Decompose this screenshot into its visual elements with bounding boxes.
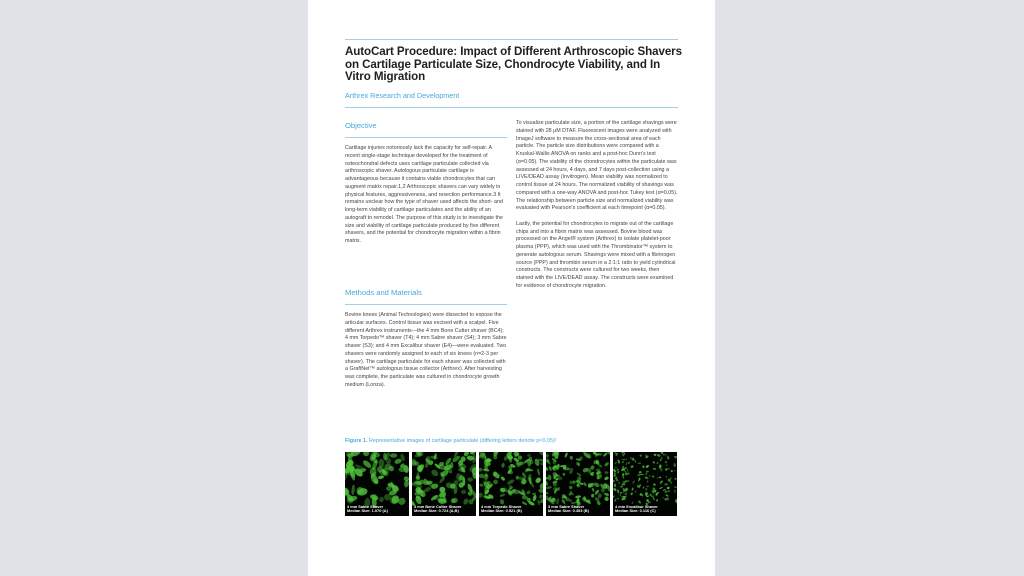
cell-particle <box>540 461 543 466</box>
paper-title: AutoCart Procedure: Impact of Different Arthroscopic Shavers on Cartilage Particulate Size, Chondrocyte Viability, and In Vitro Migration <box>345 45 682 84</box>
methods-text <box>345 312 507 397</box>
cell-particle <box>571 480 576 485</box>
cell-particle <box>627 469 629 472</box>
panel-median-size: Median Size: 0.453 (B) <box>548 508 589 514</box>
objective-text <box>345 145 507 254</box>
cell-particle <box>591 488 594 492</box>
cell-particle <box>613 495 615 499</box>
cell-particle <box>646 473 647 475</box>
cell-particle <box>521 501 527 506</box>
figure-caption-text: Representative images of cartilage particulate (differing letters denote p<0.05)² <box>367 438 557 444</box>
cell-particle <box>665 453 667 456</box>
cell-particle <box>593 482 600 488</box>
cell-particle <box>625 462 627 465</box>
cell-particle <box>492 479 499 486</box>
panel-label <box>414 505 462 514</box>
objective-rule <box>345 137 507 138</box>
cell-particle <box>538 493 543 499</box>
cell-particle <box>546 453 550 458</box>
cell-particle <box>652 475 655 478</box>
panel-label <box>347 505 388 514</box>
cell-particle <box>656 454 660 458</box>
cell-particle <box>507 470 513 475</box>
cell-particle <box>642 486 644 489</box>
cell-particle <box>467 477 473 482</box>
methods-rule <box>345 304 507 305</box>
cell-particle <box>630 465 634 468</box>
micrograph-panel <box>412 452 476 516</box>
cell-particle <box>616 469 619 472</box>
cell-particle <box>461 490 467 495</box>
cell-particle <box>415 475 421 481</box>
right-paragraph-1: To visualize particulate size, a portion of the cartilage shavings were stained with 28 μM DTAF. Fluorescent images were analyzed with ImageJ software to measure the cross-sectional area of each particle. The particle size distributions were compared with a Kruskal-Wallis ANOVA on ranks and a post-hoc Dunn's test (α=0.05). The viability of the chondrocytes within the particulate was assessed at 24 hours, 4 days, and 7 days post-collection using a LIVE/DEAD assay (Invitrogen). Mean viability was normalized to control tissue at 24 hours. The normalized viability of shavings was compared with a one-way ANOVA and post-hoc Tukey test (α=0.05). The relationship between particle size and normalized viability was evaluated with Pearson's coefficient at each timepoint (α=0.05). <box>516 120 678 212</box>
cell-particle <box>613 468 616 473</box>
cell-particle <box>499 493 505 497</box>
top-rule <box>345 39 678 40</box>
cell-particle <box>536 468 540 476</box>
cell-particle <box>614 498 617 502</box>
cell-particle <box>501 463 505 469</box>
cell-particle <box>575 495 581 499</box>
cell-particle <box>673 486 677 489</box>
cell-particle <box>568 485 573 490</box>
cell-particle <box>634 490 636 492</box>
right-column-text <box>516 120 678 298</box>
cell-particle <box>604 496 609 501</box>
cell-particle <box>646 470 650 473</box>
cell-particle <box>622 483 626 485</box>
cell-particle <box>591 494 594 498</box>
cell-particle <box>663 497 664 499</box>
panel-median-size: Median Size: 0.724 (A,B) <box>414 508 459 514</box>
cell-particle <box>665 464 668 466</box>
cell-particle <box>515 476 519 480</box>
cell-particle <box>438 499 446 502</box>
cell-particle <box>622 475 624 479</box>
cell-particle <box>618 482 620 484</box>
cell-particle <box>639 454 642 457</box>
figure-caption <box>345 438 685 444</box>
cell-particle <box>604 476 609 481</box>
cell-particle <box>660 452 663 454</box>
cell-particle <box>390 453 398 457</box>
cell-particle <box>620 485 623 487</box>
cell-particle <box>667 468 670 470</box>
cell-particle <box>639 471 642 473</box>
figure-label: Figure 1. <box>345 438 368 444</box>
cell-particle <box>598 493 602 498</box>
cell-particle <box>479 483 484 487</box>
panel-label <box>615 505 658 514</box>
cell-particle <box>638 462 641 464</box>
cell-particle <box>624 492 627 495</box>
cell-particle <box>404 480 409 488</box>
cell-particle <box>548 475 552 481</box>
panel-shaver-name: 4 mm Excalibur Shaver <box>615 503 658 509</box>
cell-particle <box>663 454 665 456</box>
cell-particle <box>640 474 644 476</box>
panel-median-size: Median Size: 1.070 (A) <box>347 508 388 514</box>
cell-particle <box>617 471 620 474</box>
cell-particle <box>529 480 535 488</box>
micrograph-panel <box>479 452 543 516</box>
cell-particle <box>379 496 385 503</box>
cell-particle <box>642 465 645 468</box>
cell-particle <box>673 463 676 467</box>
panel-median-size: Median Size: 0.116 (C) <box>615 508 656 514</box>
methods-paragraph: Bovine knees (Animal Technologies) were dissected to expose the articular surfaces. Control tissue was excised with a scalpel. Five different Arthrex instruments—the 4 mm Bone Cutter shaver (BC4); 4 mm Torpedo™ shaver (T4); 4 mm Sabre shaver (S4); 3 mm Sabre shaver (S3); and 4 mm Excalibur shaver (E4)—were evaluated. Two shavers were randomly assigned to each of six knees (n=2-3 per shaver). The cartilage particulate for each shaver was collected with a GraftNet™ autologous tissue collector (Arthrex). After harvesting was complete, the particulate was cultured in chondrocyte growth medium (Lonza). <box>345 312 507 388</box>
paper-page <box>308 0 715 576</box>
cell-particle <box>546 480 548 486</box>
cell-particle <box>614 467 618 469</box>
cell-particle <box>546 491 549 494</box>
objective-heading: Objective <box>345 121 377 130</box>
cell-particle <box>363 452 370 457</box>
panel-shaver-name: 3 mm Sabre Shaver <box>548 503 585 509</box>
cell-particle <box>513 452 519 457</box>
cell-particle <box>613 480 615 483</box>
cell-particle <box>665 494 669 497</box>
right-paragraph-2: Lastly, the potential for chondrocytes to migrate out of the cartilage chips and into a fibrin matrix was assessed. Bovine blood was processed on the Angel® system (Arthrex) to isolate platelet-poor plasma (PPP), which was used with the Thrombinator™ system to generate autologous serum. Shavings were mixed with a fibrinogen source (PPP) and thrombin serum in a 2:1:1 ratio to yield cylindrical constructs. The constructs were cultured for two weeks, then stained with the LIVE/DEAD assay. The constructs were examined for evidence of chondrocyte migration. <box>516 220 676 289</box>
cell-particle <box>430 468 439 477</box>
cell-particle <box>539 482 543 490</box>
cell-particle <box>634 460 637 463</box>
cell-particle <box>627 461 630 464</box>
cell-particle <box>539 452 543 457</box>
cell-particle <box>618 491 620 494</box>
cell-particle <box>675 499 677 503</box>
cell-particle <box>652 497 655 501</box>
cell-particle <box>463 498 470 506</box>
objective-paragraph: Cartilage injuries notoriously lack the capacity for self-repair. A recent single-stage technique developed for the treatment of osteochondral defects uses cartilage particulate collected via arthroscopic shaver. Autologous particulate cartilage is advantageous because it contains viable chondrocytes that can augment matrix repair.1,2 Arthroscopic shavers can vary widely in physical features, aggressiveness, and resection performance.3 It remains unclear how the type of shaver used affects the short- and long-term viability of cartilage particulates and the ability of an autograft to remodel. The purpose of this study is to investigate the size and viability of cartilage particulate produced by five different shavers, and the potential for chondrocyte migration within a fibrin matrix. <box>345 145 503 244</box>
cell-particle <box>538 488 543 493</box>
cell-particle <box>595 468 600 471</box>
cell-particle <box>674 478 677 481</box>
cell-particle <box>546 465 549 471</box>
panel-shaver-name: 4 mm Bone Cutter Shaver <box>414 503 462 509</box>
cell-particle <box>659 480 663 484</box>
panel-shaver-name: 4 mm Sabre Shaver <box>347 503 384 509</box>
cell-particle <box>604 461 610 467</box>
cell-particle <box>656 499 659 502</box>
micrograph-panel <box>613 452 677 516</box>
cell-particle <box>548 466 552 471</box>
cell-particle <box>604 471 608 475</box>
cell-particle <box>653 483 656 486</box>
cell-particle <box>500 476 505 482</box>
cell-particle <box>665 468 668 471</box>
cell-particle <box>534 476 542 484</box>
cell-particle <box>619 493 621 496</box>
panel-label <box>481 505 522 514</box>
cell-particle <box>646 485 649 487</box>
cell-particle <box>479 492 483 498</box>
micrograph-panel <box>546 452 610 516</box>
cell-particle <box>652 461 655 464</box>
cell-particle <box>632 480 635 484</box>
cell-particle <box>506 478 515 485</box>
cell-particle <box>351 484 355 495</box>
panel-label <box>548 505 589 514</box>
cell-particle <box>546 486 552 490</box>
cell-particle <box>607 452 610 455</box>
cell-particle <box>656 462 659 465</box>
cell-particle <box>617 498 619 499</box>
header-rule <box>345 107 678 108</box>
cell-particle <box>671 470 673 472</box>
cell-particle <box>644 487 648 491</box>
micrograph-panel <box>345 452 409 516</box>
cell-particle <box>657 477 660 479</box>
cell-particle <box>630 492 633 496</box>
cell-particle <box>603 452 608 457</box>
cell-particle <box>646 480 648 483</box>
cell-particle <box>570 481 573 484</box>
cell-particle <box>613 474 616 477</box>
cell-particle <box>625 473 628 476</box>
cell-particle <box>659 487 663 490</box>
cell-particle <box>532 493 536 495</box>
cell-particle <box>659 476 662 478</box>
cell-particle <box>666 491 668 493</box>
figure-panels <box>345 452 678 516</box>
cell-particle <box>665 476 667 479</box>
methods-heading: Methods and Materials <box>345 288 422 297</box>
cell-particle <box>579 456 583 460</box>
cell-particle <box>674 470 676 472</box>
cell-particle <box>569 455 573 460</box>
panel-shaver-name: 4 mm Torpedo Shaver <box>481 503 522 509</box>
cell-particle <box>637 473 641 476</box>
affiliation: Arthrex Research and Development <box>345 91 460 100</box>
cell-particle <box>674 489 676 493</box>
cell-particle <box>614 461 617 465</box>
cell-particle <box>653 468 657 470</box>
cell-particle <box>583 482 588 487</box>
cell-particle <box>622 461 624 463</box>
cell-particle <box>576 472 582 476</box>
panel-median-size: Median Size: 0.521 (B) <box>481 508 522 514</box>
cell-particle <box>564 452 568 458</box>
cell-particle <box>532 494 537 501</box>
cell-particle <box>653 453 656 456</box>
cell-particle <box>668 490 671 493</box>
cell-particle <box>479 468 483 472</box>
cell-particle <box>665 461 668 464</box>
cell-particle <box>649 475 651 477</box>
cell-particle <box>562 473 565 476</box>
cell-particle <box>526 490 531 495</box>
cell-particle <box>614 483 616 487</box>
